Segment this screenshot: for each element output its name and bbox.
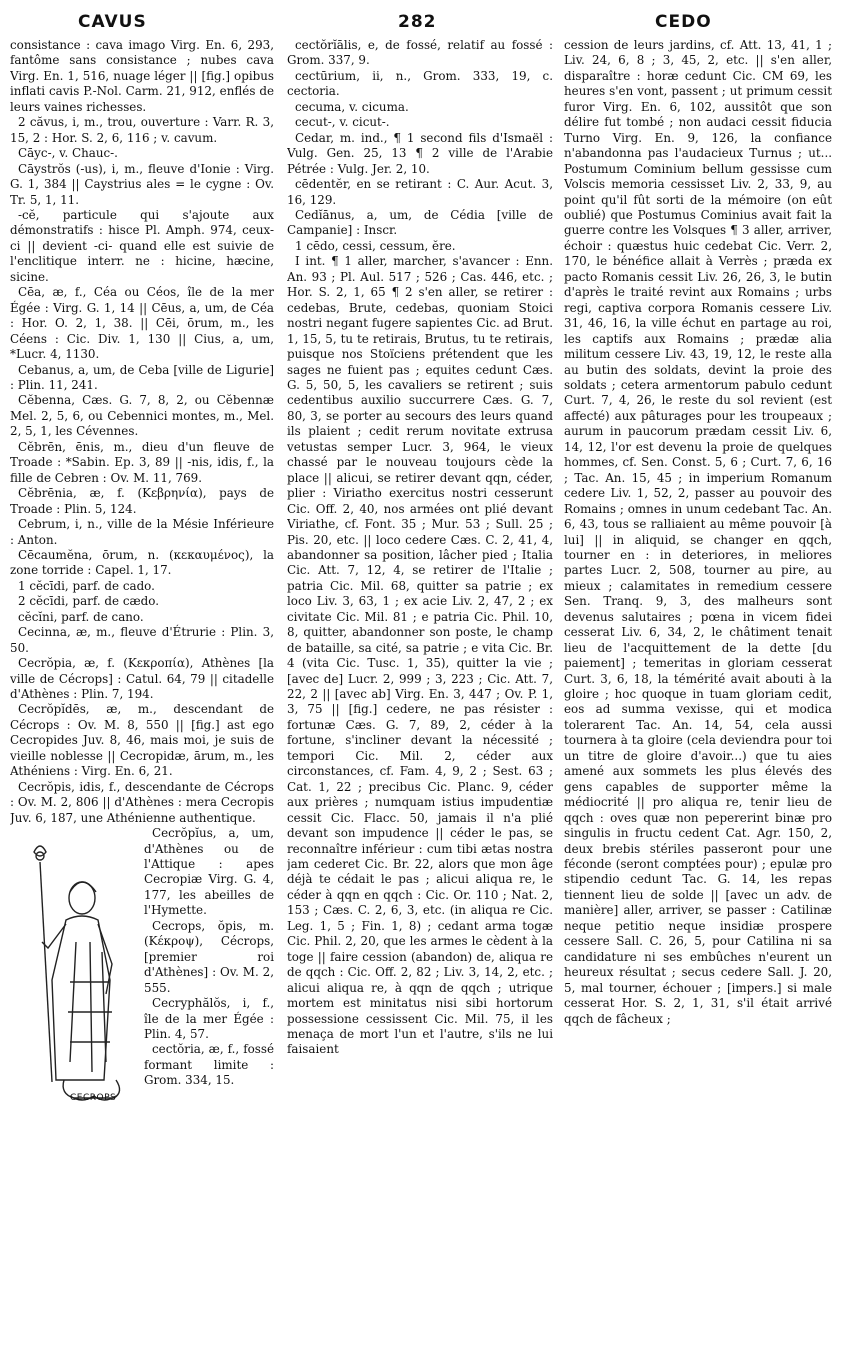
figure-caption: CECROPS xyxy=(70,1092,117,1103)
cecrops-illustration xyxy=(10,832,138,1110)
column-left xyxy=(10,38,274,1338)
entry-cedianus: Cedĭānus, a, um, de Cédia [ville de Campanie] : Inscr. xyxy=(287,207,553,238)
cecrops-figure-drawing xyxy=(10,832,138,1110)
entry-cedenter: cēdentĕr, en se retirant : C. Aur. Acut. 3, 16, 129. xyxy=(287,177,553,207)
entry-cedo-continued: cession de leurs jardins, cf. Att. 13, 41, 1 ; Liv. 24, 6, 8 ; 3, 45, 2, etc. || s'en aller, disparaître : horæ cedunt Cic. CM 69, les heures s'en vont, passent ; ut primum cessit furor Virg. En. 6, 102, aussitôt que son délire fut tombé ; non audaci cessit fiducia Turno Virg. En. 9, 126, la confiance n'abandonna pas l'audacieux Turnus ; ut... Postumum Cominium bellum gessisse cum Volscis memoria cessisset Liv. 2, 33, 9, au point qu'il fût sorti de la mémoire (on eût oublié) que Postumus Cominius avait fait la guerre contre les Volsques ¶ 3 aller, arriver, échoir : quæstus huic cedebat Cic. Verr. 2, 170, le bénéfice allait à Verrès ; præda ex pacto Romanis cessit Liv. 26, 26, 3, le butin d'après le traité revint aux Romains ; urbs regi, captiva corpora Romanis cessere Liv. 31, 46, 16, la ville échut en partage au roi, les captifs aux Romains ; prædæ alia militum cessere Liv. 43, 19, 12, le reste alla au butin des soldats, devint la proie des soldats ; cetera armentorum pabulo cedunt Curt. 7, 4, 26, le reste du sol revient (est affecté) aux pâturages pour les troupeaux ; aurum in paucorum prædam cessit Liv. 6, 14, 12, l'or est devenu la proie de quelques hommes, cf. Sen. Const. 5, 6 ; Curt. 7, 6, 16 ; Tac. An. 15, 45 ; in imperium Romanum cedere Liv. 1, 52, 2, passer au pouvoir des Romains ; omnes in unum cedebant Tac. An. 6, 43, tous se ralliaient au même pouvoir [à lui] || in aliquid, se changer en qqch, tourner en : in deteriores, in meliores partes Lucr. 2, 508, tourner au pire, au mieux ; calamitates in remedium cessere Sen. Tranq. 9, 3, des malheurs sont devenus salutaires ; pœna in vicem fidei cesserat Liv. 6, 34, 2, le châtiment tenait lieu de l'acquittement de la dette [du paiement] ; temeritas in gloriam cesserat Curt. 3, 6, 18, la témérité avait abouti à la gloire ; hoc quoque in tuam gloriam cedit, eos ad summa vexisse, qui et modica tolerarent Tac. An. 14, 54, cela aussi tournera à ta gloire (cela deviendra pour toi un titre de gloire d'avoir...) que tu aies amené aux sommets les plus élevés des gens capables de supporter même la médiocrité || pro aliqua re, tenir lieu de qqch : oves quæ non pepererint binæ pro singulis in fructu cedent Cat. Agr. 150, 2, deux brebis stériles passeront pour une féconde (seront comptées pour) ; epulæ pro stipendio cedunt Tac. G. 14, les repas tiennent lieu de solde || [avec un adv. de manière] aller, arriver, se passer : Catilinæ neque petitio neque insidiæ prospere cessere Sall. C. 26, 5, pour Catilina ni sa candidature ni ses embûches n'eurent un heureux résultat ; secus cedere Sall. J. 20, 5, mal tourner, échouer ; [impers.] si male cesserat Hor. S. 2, 1, 31, s'il était arrivé qqch de fâcheux ; xyxy=(564,38,832,1026)
entry-cebren: Cĕbrēn, ēnis, m., dieu d'un fleuve de Troade : *Sabin. Ep. 3, 89 || -nis, idis, f., la fille de Cebren : Ov. M. 11, 769. xyxy=(10,439,274,485)
entry-cebanus: Cebanus, a, um, de Ceba [ville de Ligurie] : Plin. 11, 241. xyxy=(10,362,274,392)
entry-cectorialis: cectŏrĭālis, e, de fossé, relatif au fossé : Grom. 337, 9. xyxy=(287,38,553,68)
entry-cecinna: Cecinna, æ, m., fleuve d'Étrurie : Plin. 3, 50. xyxy=(10,625,274,655)
entry-cecrops: Cecrops, ŏpis, m. (Κέκροψ), Cécrops, [premier roi d'Athènes] : Ov. M. 2, 555. xyxy=(144,918,274,995)
entry-cedo-body: I int. ¶ 1 aller, marcher, s'avancer : Enn. An. 93 ; Pl. Aul. 517 ; 526 ; Cas. 446, etc. ; Hor. S. 2, 1, 65 ¶ 2 s'en aller, se retirer : cedebas, Brute, cedebas, quoniam Stoici nostri negant fugere sapientes Cic. ad Brut. 1, 15, 5, tu te retirais, Brutus, tu te retirais, puisque nos Stoïciens prétendent que les sages ne fuient pas ; equites cedunt Cæs. G. 5, 50, 5, les cavaliers se retirent ; suis cedentibus auxilio succurrere Cæs. G. 7, 80, 3, se porter au secours des leurs quand ils plaient ; cedit rerum novitate extrusa vetustas semper Lucr. 3, 964, le vieux chassé par le nouveau toujours cède la place || alicui, se retirer devant qqn, céder, plier : Viriatho exercitus nostri cesserunt Cic. Off. 2, 40, nos armées ont plié devant Viriathe, cf. Font. 35 ; Mur. 53 ; Sull. 25 ; Pis. 20, etc. || loco cedere Cæs. C. 2, 41, 4, abandonner sa position, lâcher pied ; Italia Cic. Att. 7, 12, 4, se retirer de l'Italie ; patria Cic. Mil. 68, quitter sa patrie ; ex loco Liv. 3, 63, 1 ; ex acie Liv. 2, 47, 2 ; ex civitate Cic. Mil. 81 ; e patria Cic. Phil. 10, 8, quitter, abandonner son poste, le champ de bataille, sa cité, sa patrie ; e vita Cic. Br. 4 (vita Cic. Tusc. 1, 35), quitter la vie ; [avec de] Lucr. 2, 999 ; 3, 223 ; Cic. Att. 7, 22, 2 || [avec ab] Virg. En. 3, 447 ; Ov. P. 1, 3, 75 || [fig.] cedere, ne pas résister : fortunæ Cæs. G. 7, 89, 2, céder à la fortune, s'incliner devant la nécessité ; tempori Cic. Mil. 2, céder aux circonstances, cf. Fam. 4, 9, 2 ; Sest. 63 ; Cat. 1, 22 ; precibus Cic. Planc. 9, céder aux prières ; numquam istius impudentiæ cessit Cic. Flacc. 50, jamais il n'a plié devant son impudence || céder le pas, se reconnaître inférieur : cum tibi ætas nostra jam cederet Cic. Br. 22, alors que mon âge déjà te cédait le pas ; alicui aliqua re, le céder à qqn en qqch : Cic. Or. 110 ; Nat. 2, 153 ; Cæs. C. 2, 6, 3, etc. (in aliqua re Cic. Leg. 1, 5 ; Fin. 1, 8) ; cedant arma togæ Cic. Phil. 2, 20, que les armes le cèdent à la toge || faire cession (abandon) de, aliqua re de qqch : Cic. Off. 2, 82 ; Liv. 3, 14, 2, etc. ; alicui aliqua re, à qqn de qqch ; utrique mortem est minitatus nisi sibi hortorum possessione cessissent Cic. Mil. 75, il les menaça de mort l'un et l'autre, s'ils ne lui faisaient xyxy=(287,254,553,1057)
entry-cecidi-1: 1 cĕcīdi, parf. de cado. xyxy=(18,578,155,593)
entry-cecropis: Cecrŏpis, idis, f., descendante de Cécrops : Ov. M. 2, 806 || d'Athènes : mera Cecropis Juv. 6, 187, une Athénienne authentique. xyxy=(10,779,274,825)
entry-ce: -cĕ, particule qui s'ajoute aux démonstratifs : hisce Pl. Amph. 974, ceux-ci || devient -ci- quand elle est suivie de l'enclitique interr. ne : hicine, hæcine, sicine. xyxy=(10,207,274,284)
entry-cebrum: Cebrum, i, n., ville de la Mésie Inférieure : Anton. xyxy=(10,517,274,547)
page-header xyxy=(0,6,841,36)
column-right xyxy=(564,38,832,1338)
entry-cavus-2: 2 căvus, i, m., trou, ouverture : Varr. R. 3, 15, 2 : Hor. S. 2, 6, 116 ; v. cavum. xyxy=(10,115,274,145)
entry-cebrenia: Cĕbrēnia, æ, f. (Κεβρηνία), pays de Troade : Plin. 5, 124. xyxy=(10,486,274,516)
entry-cecut: cecut-, v. cicut-. xyxy=(295,115,390,130)
entry-text: consistance : cava imago Virg. En. 6, 293, fantôme sans consistance ; nubes cava Virg. En. 1, 516, nuage léger || [fig.] opibus inflati cavis P.-Nol. Carm. 21, 912, enflés de leurs vaines richesses. xyxy=(10,38,274,114)
entry-cayc: Cāyc-, v. Chauc-. xyxy=(18,146,118,161)
entry-cecryphalos: Cecryphălŏs, i, f., île de la mer Égée : Plin. 4, 57. xyxy=(144,996,274,1041)
running-head-left: CAVUS xyxy=(78,12,147,32)
entry-cecropius: Cecrŏpĭus, a, um, d'Athènes ou de l'Attique : apes Cecropiæ Virg. G. 4, 177, les abeilles de l'Hymette. xyxy=(144,826,274,918)
entry-cedar: Cedar, m. ind., ¶ 1 second fils d'Ismaël : Vulg. Gen. 25, 13 ¶ 2 ville de l'Arabie Pétrée : Vulg. Jer. 2, 10. xyxy=(287,130,553,176)
entry-caystros: Cāystrŏs (-us), i, m., fleuve d'Ionie : Virg. G. 1, 384 || Caystrius ales = le cygne : Ov. Tr. 5, 1, 11. xyxy=(10,161,274,207)
entry-cecropia: Cecrŏpia, æ, f. (Κεκροπία), Athènes [la ville de Cécrops] : Catul. 64, 79 || citadelle d'Athènes : Plin. 7, 194. xyxy=(10,656,274,702)
entry-cedo-1: 1 cēdo, cessi, cessum, ĕre. xyxy=(295,238,456,253)
entry-ceeturium: cectūrium, ii, n., Grom. 333, 19, c. cectoria. xyxy=(287,68,553,99)
entry-cectoria: cectŏria, æ, f., fossé formant limite : Grom. 334, 15. xyxy=(144,1042,274,1088)
running-head-right: CEDO xyxy=(655,12,712,32)
entry-cecropides: Cecrŏpĭdēs, æ, m., descendant de Cécrops : Ov. M. 8, 550 || [fig.] ast ego Cecropides Juv. 8, 46, mais moi, je suis de vieille noblesse || Cecropidæ, ārum, m., les Athéniens : Virg. En. 6, 21. xyxy=(10,702,274,779)
entry-cebenna: Cĕbenna, Cæs. G. 7, 8, 2, ou Cĕbennæ Mel. 2, 5, 6, ou Cebennici montes, m., Mel. 2, 5, 1, les Cévennes. xyxy=(10,393,274,439)
entry-cea: Cēa, æ, f., Céa ou Céos, île de la mer Égée : Virg. G. 1, 14 || Cēus, a, um, de Céa : Hor. O. 2, 1, 38. || Cēi, ōrum, m., les Céens : Cic. Div. 1, 130 || Cius, a, um, *Lucr. 4, 1130. xyxy=(10,285,274,362)
entry-cecidi-2: 2 cĕcīdi, parf. de cædo. xyxy=(18,594,160,609)
entry-cecuma: cecuma, v. cicuma. xyxy=(295,99,409,114)
entry-cecaumena: Cēcaumĕna, ōrum, n. (κεκαυμένος), la zone torride : Capel. 1, 17. xyxy=(10,547,274,578)
entry-cecini: cĕcĭni, parf. de cano. xyxy=(18,609,144,624)
column-middle xyxy=(287,38,553,1338)
page-number: 282 xyxy=(398,12,437,32)
